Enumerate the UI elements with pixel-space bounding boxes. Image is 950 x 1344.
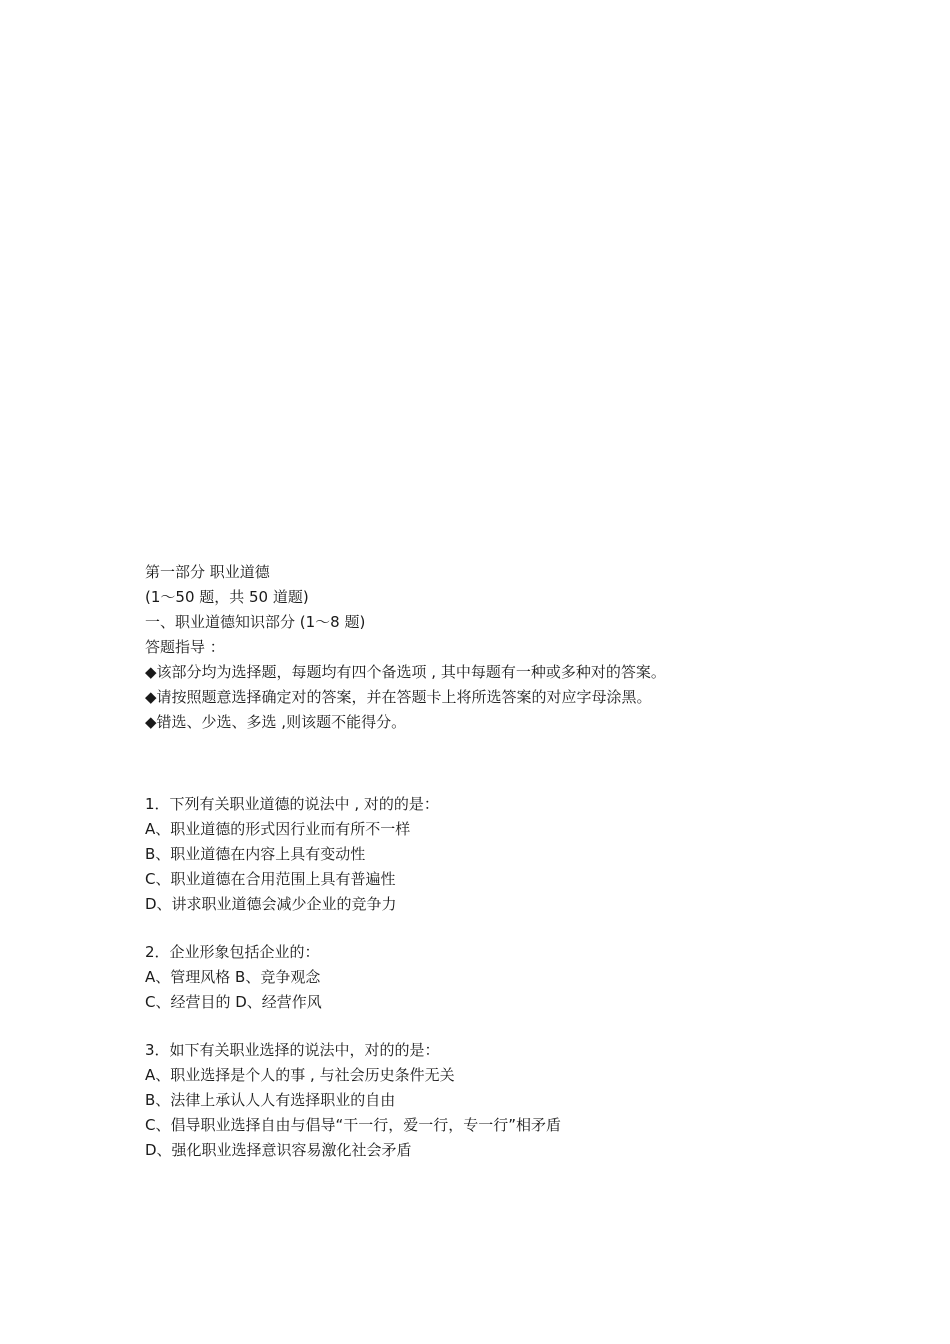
question-option: A、职业选择是个人的事 , 与社会历史条件无关 [145, 1066, 455, 1084]
question-option: C、倡导职业选择自由与倡导“干一行，爱一行，专一行”相矛盾 [145, 1116, 562, 1134]
spacer [145, 735, 845, 792]
question-2 [145, 940, 845, 1015]
question-stem: 1．下列有关职业道德的说法中 , 对的的是： [145, 795, 439, 813]
question-option: D、强化职业选择意识容易激化社会矛盾 [145, 1141, 412, 1159]
question-option: C、职业道德在合用范围上具有普遍性 [145, 870, 396, 888]
question-option: B、职业道德在内容上具有变动性 [145, 845, 366, 863]
question-range: (1～50 题，共 50 道题) [145, 588, 309, 606]
question-3 [145, 1038, 845, 1163]
question-option: C、经营目的 D、经营作风 [145, 993, 322, 1011]
question-option: D、讲求职业道德会减少企业的竞争力 [145, 895, 397, 913]
question-stem: 3．如下有关职业选择的说法中，对的的是： [145, 1041, 440, 1059]
part-title: 第一部分 职业道德 [145, 563, 270, 581]
question-option: A、管理风格 B、竞争观念 [145, 968, 321, 986]
spacer [145, 1015, 845, 1038]
question-stem: 2．企业形象包括企业的： [145, 943, 320, 961]
guide-title: 答题指导 ： [145, 638, 225, 656]
guide-item: ◆错选、少选、多选 ,则该题不能得分。 [145, 713, 407, 731]
section-title: 一、职业道德知识部分 (1～8 题) [145, 613, 366, 631]
question-option: B、法律上承认人人有选择职业的自由 [145, 1091, 396, 1109]
question-option: A、职业道德的形式因行业而有所不一样 [145, 820, 411, 838]
guide-item: ◆请按照题意选择确定对的答案，并在答题卡上将所选答案的对应字母涂黑。 [145, 688, 652, 706]
question-1 [145, 792, 845, 917]
guide-item: ◆该部分均为选择题，每题均有四个备选项 , 其中每题有一种或多种对的答案。 [145, 663, 666, 681]
spacer [145, 917, 845, 940]
exam-content [145, 560, 845, 1163]
